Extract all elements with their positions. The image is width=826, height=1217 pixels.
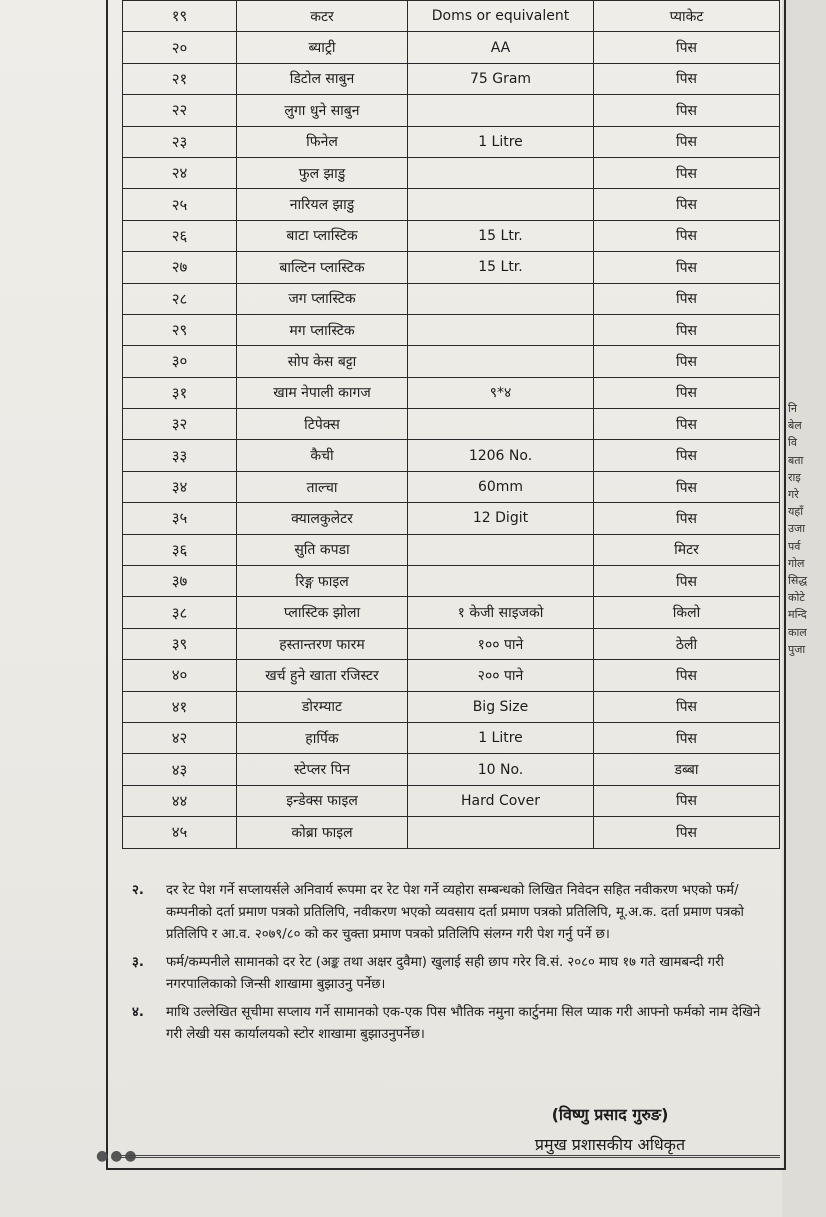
margin-fragment: वि — [788, 436, 797, 450]
serial-number-cell: ३६ — [123, 534, 237, 565]
specification-cell: Doms or equivalent — [408, 1, 594, 32]
unit-cell: पिस — [594, 189, 780, 220]
table-row — [123, 95, 780, 126]
serial-number-cell: ३५ — [123, 503, 237, 534]
table-row — [123, 503, 780, 534]
serial-number-cell: २९ — [123, 314, 237, 345]
table-row — [123, 534, 780, 565]
table-row — [123, 157, 780, 188]
specification-cell: Big Size — [408, 691, 594, 722]
unit-cell: पिस — [594, 283, 780, 314]
adjacent-column-text — [788, 400, 824, 658]
unit-cell: पिस — [594, 32, 780, 63]
signatory-title: प्रमुख प्रशासकीय अधिकृत — [534, 1135, 686, 1154]
item-name-cell: टिपेक्स — [237, 409, 408, 440]
item-name-cell: मग प्लास्टिक — [237, 314, 408, 345]
serial-number-cell: २७ — [123, 252, 237, 283]
notes-section — [132, 880, 772, 1052]
unit-cell: पिस — [594, 785, 780, 816]
specification-cell: 15 Ltr. — [408, 220, 594, 251]
specification-cell — [408, 409, 594, 440]
ornament-dots: ●●● — [96, 1148, 139, 1164]
table-row — [123, 440, 780, 471]
specification-cell: १ केजी साइजको — [408, 597, 594, 628]
margin-fragment: बता — [788, 453, 804, 467]
specification-cell — [408, 157, 594, 188]
table-row — [123, 660, 780, 691]
item-name-cell: नारियल झाडु — [237, 189, 408, 220]
note-text: दर रेट पेश गर्ने सप्लायर्सले अनिवार्य रूपमा दर रेट पेश गर्ने व्यहोरा सम्बन्धको लिखित निवेदन सहित नवीकरण भएको फर्म/कम्पनीको दर्ता प्रमाण पत्रको प्रतिलिपि, नवीकरण भएको व्यवसाय दर्ता प्रमाण पत्रको प्रतिलिपि, मू.अ.क. दर्ता प्रमाण पत्रको प्रतिलिपि र आ.व. २०७९/८० को कर चुक्ता प्रमाण पत्रको प्रतिलिपि संलग्न गरी पेश गर्नु पर्ने छ। — [166, 883, 744, 942]
table-row — [123, 252, 780, 283]
note-text: फर्म/कम्पनीले सामानको दर रेट (अङ्क तथा अक्षर दुवैमा) खुलाई सही छाप गरेर वि.सं. २०८० माघ १७ गते खामबन्दी गरी नगरपालिकाको जिन्सी शाखामा बुझाउनु पर्नेछ। — [166, 955, 724, 992]
table-row — [123, 377, 780, 408]
table-row — [123, 283, 780, 314]
table-row — [123, 817, 780, 848]
note-number: ३. — [132, 955, 144, 970]
specification-cell: 1206 No. — [408, 440, 594, 471]
item-name-cell: प्लास्टिक झोला — [237, 597, 408, 628]
specification-cell: ९*४ — [408, 377, 594, 408]
specification-cell — [408, 534, 594, 565]
margin-fragment: गोल — [788, 556, 805, 570]
item-name-cell: लुगा धुने साबुन — [237, 95, 408, 126]
serial-number-cell: ४१ — [123, 691, 237, 722]
unit-cell: पिस — [594, 660, 780, 691]
serial-number-cell: ३० — [123, 346, 237, 377]
unit-cell: पिस — [594, 691, 780, 722]
serial-number-cell: १९ — [123, 1, 237, 32]
specification-cell — [408, 566, 594, 597]
item-name-cell: सुति कपडा — [237, 534, 408, 565]
table-row — [123, 754, 780, 785]
note-2 — [132, 880, 772, 946]
serial-number-cell: ४३ — [123, 754, 237, 785]
unit-cell: पिस — [594, 722, 780, 753]
serial-number-cell: ३४ — [123, 471, 237, 502]
items-table — [122, 0, 780, 849]
margin-fragment: बेल — [788, 419, 802, 433]
serial-number-cell: २८ — [123, 283, 237, 314]
margin-fragment: गरे — [788, 488, 799, 502]
item-name-cell: हस्तान्तरण फारम — [237, 628, 408, 659]
item-name-cell: कोब्रा फाइल — [237, 817, 408, 848]
specification-cell: AA — [408, 32, 594, 63]
specification-cell — [408, 817, 594, 848]
signature-block — [490, 1100, 730, 1160]
unit-cell: पिस — [594, 503, 780, 534]
unit-cell: डब्बा — [594, 754, 780, 785]
unit-cell: मिटर — [594, 534, 780, 565]
margin-fragment: कोटे — [788, 591, 805, 605]
margin-fragment: सिद्ध — [788, 574, 808, 588]
specification-cell — [408, 95, 594, 126]
item-name-cell: इन्डेक्स फाइल — [237, 785, 408, 816]
item-name-cell: खर्च हुने खाता रजिस्टर — [237, 660, 408, 691]
item-name-cell: हार्पिक — [237, 722, 408, 753]
table-row — [123, 189, 780, 220]
serial-number-cell: २० — [123, 32, 237, 63]
unit-cell: पिस — [594, 252, 780, 283]
serial-number-cell: २५ — [123, 189, 237, 220]
margin-fragment: नि — [788, 402, 797, 415]
table-row — [123, 785, 780, 816]
serial-number-cell: २३ — [123, 126, 237, 157]
unit-cell: किलो — [594, 597, 780, 628]
item-name-cell: कैची — [237, 440, 408, 471]
unit-cell: पिस — [594, 440, 780, 471]
signatory-name: (विष्णु प्रसाद गुरुङ) — [551, 1105, 669, 1124]
bottom-rule — [120, 1155, 780, 1158]
unit-cell: पिस — [594, 220, 780, 251]
serial-number-cell: २६ — [123, 220, 237, 251]
unit-cell: पिस — [594, 566, 780, 597]
serial-number-cell: ३३ — [123, 440, 237, 471]
table-row — [123, 597, 780, 628]
note-text: माथि उल्लेखित सूचीमा सप्लाय गर्ने सामानको एक-एक पिस भौतिक नमुना कार्टुनमा सिल प्याक गरी आफ्नो फर्मको नाम देखिने गरी लेखी यस कार्यालयको स्टोर शाखामा बुझाउनुपर्नेछ। — [166, 1005, 761, 1042]
item-name-cell: रिङ्ग फाइल — [237, 566, 408, 597]
item-name-cell: डोरम्याट — [237, 691, 408, 722]
item-name-cell: जग प्लास्टिक — [237, 283, 408, 314]
note-number: ४. — [132, 1005, 144, 1020]
table-row — [123, 63, 780, 94]
item-name-cell: ब्याट्री — [237, 32, 408, 63]
specification-cell: 15 Ltr. — [408, 252, 594, 283]
unit-cell: पिस — [594, 377, 780, 408]
unit-cell: पिस — [594, 95, 780, 126]
specification-cell — [408, 314, 594, 345]
serial-number-cell: २४ — [123, 157, 237, 188]
margin-fragment: काल — [788, 625, 807, 639]
margin-fragment: मन्दि — [788, 608, 807, 622]
serial-number-cell: ४५ — [123, 817, 237, 848]
table-row — [123, 691, 780, 722]
table-row — [123, 32, 780, 63]
table-row — [123, 409, 780, 440]
item-name-cell: फुल झाडु — [237, 157, 408, 188]
unit-cell: पिस — [594, 817, 780, 848]
specification-cell: 60mm — [408, 471, 594, 502]
serial-number-cell: २१ — [123, 63, 237, 94]
serial-number-cell: ४४ — [123, 785, 237, 816]
unit-cell: पिस — [594, 346, 780, 377]
table-row — [123, 346, 780, 377]
item-name-cell: खाम नेपाली कागज — [237, 377, 408, 408]
table-row — [123, 471, 780, 502]
serial-number-cell: ४० — [123, 660, 237, 691]
serial-number-cell: ४२ — [123, 722, 237, 753]
specification-cell: 12 Digit — [408, 503, 594, 534]
specification-cell: 1 Litre — [408, 722, 594, 753]
specification-cell — [408, 346, 594, 377]
item-name-cell: क्यालकुलेटर — [237, 503, 408, 534]
serial-number-cell: ३२ — [123, 409, 237, 440]
item-name-cell: सोप केस बट्टा — [237, 346, 408, 377]
table-row — [123, 126, 780, 157]
table-row — [123, 722, 780, 753]
table-row — [123, 566, 780, 597]
specification-cell: 1 Litre — [408, 126, 594, 157]
serial-number-cell: ३१ — [123, 377, 237, 408]
table-row — [123, 1, 780, 32]
specification-cell: 10 No. — [408, 754, 594, 785]
unit-cell: पिस — [594, 314, 780, 345]
unit-cell: ठेली — [594, 628, 780, 659]
specification-cell: १०० पाने — [408, 628, 594, 659]
item-name-cell: फिनेल — [237, 126, 408, 157]
item-name-cell: ताल्चा — [237, 471, 408, 502]
table-row — [123, 314, 780, 345]
serial-number-cell: ३८ — [123, 597, 237, 628]
unit-cell: पिस — [594, 157, 780, 188]
margin-fragment: उजा — [788, 522, 806, 536]
margin-fragment: पुजा — [788, 642, 806, 656]
note-3 — [132, 952, 772, 996]
unit-cell: पिस — [594, 126, 780, 157]
specification-cell — [408, 189, 594, 220]
item-name-cell: डिटोल साबुन — [237, 63, 408, 94]
margin-fragment: यहाँ — [788, 505, 804, 519]
serial-number-cell: २२ — [123, 95, 237, 126]
unit-cell: पिस — [594, 409, 780, 440]
note-number: २. — [132, 883, 144, 898]
item-name-cell: बाटा प्लास्टिक — [237, 220, 408, 251]
item-name-cell: स्टेप्लर पिन — [237, 754, 408, 785]
serial-number-cell: ३९ — [123, 628, 237, 659]
item-name-cell: बाल्टिन प्लास्टिक — [237, 252, 408, 283]
serial-number-cell: ३७ — [123, 566, 237, 597]
margin-fragment: राइ — [788, 470, 801, 484]
table-row — [123, 628, 780, 659]
unit-cell: पिस — [594, 63, 780, 94]
specification-cell: Hard Cover — [408, 785, 594, 816]
specification-cell: 75 Gram — [408, 63, 594, 94]
item-name-cell: कटर — [237, 1, 408, 32]
note-4 — [132, 1002, 772, 1046]
margin-fragment: पर्व — [788, 539, 801, 553]
unit-cell: पिस — [594, 471, 780, 502]
specification-cell: २०० पाने — [408, 660, 594, 691]
unit-cell: प्याकेट — [594, 1, 780, 32]
table-row — [123, 220, 780, 251]
specification-cell — [408, 283, 594, 314]
